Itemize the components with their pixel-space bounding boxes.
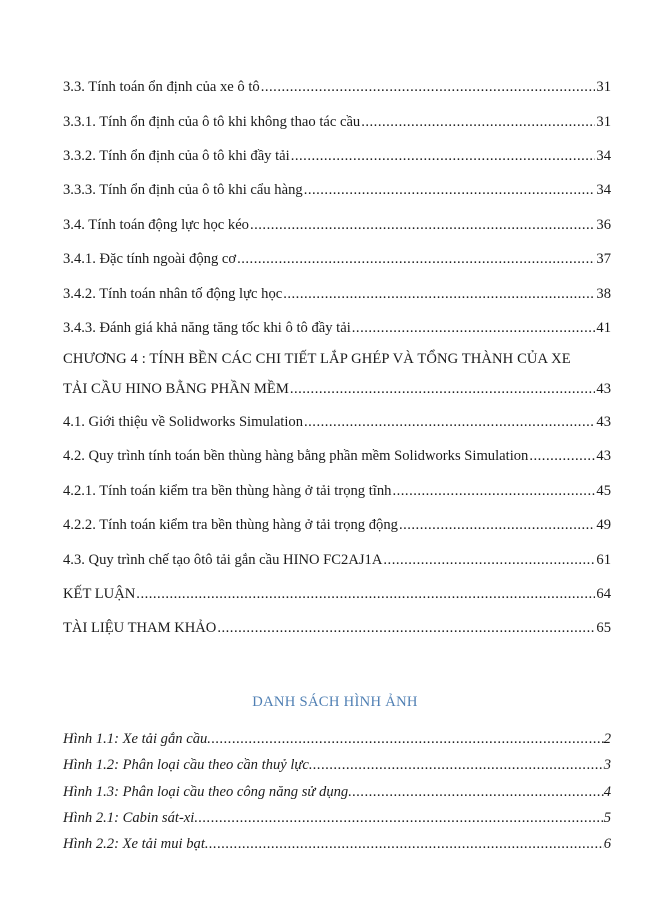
toc-entry[interactable] (63, 413, 611, 431)
figure-entry[interactable] (63, 756, 611, 774)
figure-entry[interactable] (63, 730, 611, 748)
dot-leader (290, 380, 596, 398)
dot-leader (392, 482, 595, 500)
dot-leader (399, 516, 595, 534)
toc-entry[interactable] (63, 482, 611, 500)
toc-entry[interactable] (63, 619, 611, 637)
toc-entry-page: 43 (596, 448, 611, 464)
toc-entry[interactable] (63, 319, 611, 337)
toc-entry-page: 65 (596, 620, 611, 636)
dot-leader (237, 250, 595, 268)
figure-entry-label: Hình 1.3: Phân loại cầu theo công năng sử dụng (63, 784, 349, 800)
dot-leader (217, 619, 595, 637)
figure-entry-label: Hình 2.1: Cabin sát-xi (63, 810, 195, 826)
toc-entry-label: 4.2.1. Tính toán kiểm tra bền thùng hàng ở tải trọng tĩnh (63, 483, 392, 499)
toc-entry-page: 34 (596, 148, 611, 164)
toc-entry[interactable] (63, 551, 611, 569)
toc-entry-label: 3.4.2. Tính toán nhân tố động lực học (63, 286, 283, 302)
figure-entry-page: 4 (603, 784, 611, 800)
toc-entry-label: 3.4.3. Đánh giá khả năng tăng tốc khi ô tô đầy tải (63, 320, 351, 336)
dot-leader (261, 78, 596, 96)
toc-entry-label: 4.3. Quy trình chế tạo ôtô tải gắn cầu HINO FC2AJ1A (63, 552, 383, 568)
dot-leader (283, 285, 595, 303)
dot-leader (348, 783, 603, 801)
figure-entry[interactable] (63, 835, 611, 853)
toc-entry-page: 64 (596, 586, 611, 602)
dot-leader (352, 319, 596, 337)
toc-entry-page: 31 (596, 114, 611, 130)
toc-entry-page: 45 (596, 483, 611, 499)
toc-entry-label: 3.3.1. Tính ổn định của ô tô khi không thao tác cầu (63, 114, 361, 130)
dot-leader (136, 585, 595, 603)
toc-entry-page: 34 (596, 182, 611, 198)
toc-entry-page: 41 (596, 320, 611, 336)
toc-entry-label: KẾT LUẬN (63, 586, 136, 602)
dot-leader (205, 835, 604, 853)
dot-leader (309, 756, 604, 774)
toc-entry[interactable] (63, 113, 611, 131)
figure-entry-page: 6 (603, 836, 611, 852)
dot-leader (361, 113, 595, 131)
toc-chapter-heading[interactable] (63, 380, 611, 398)
toc-entry[interactable] (63, 447, 611, 465)
dot-leader (383, 551, 595, 569)
figure-entry-page: 2 (603, 731, 611, 747)
dot-leader (304, 181, 596, 199)
dot-leader (291, 147, 596, 165)
toc-entry-page: 38 (596, 286, 611, 302)
toc-entry[interactable] (63, 147, 611, 165)
toc-entry[interactable] (63, 78, 611, 96)
toc-entry-label: 4.2.2. Tính toán kiểm tra bền thùng hàng ở tải trọng động (63, 517, 398, 533)
toc-entry-label: 3.3.2. Tính ổn định của ô tô khi đầy tải (63, 148, 290, 164)
figure-entry-page: 3 (603, 757, 611, 773)
toc-entry[interactable] (63, 181, 611, 199)
dot-leader (529, 447, 595, 465)
toc-entry-page: 31 (596, 79, 611, 95)
figure-entry[interactable] (63, 809, 611, 827)
toc-entry-label: 3.4.1. Đặc tính ngoài động cơ (63, 251, 237, 267)
toc-entry-label: 3.4. Tính toán động lực học kéo (63, 217, 249, 233)
dot-leader (207, 730, 603, 748)
toc-entry-page: 49 (596, 517, 611, 533)
toc-entry[interactable] (63, 585, 611, 603)
toc-entry-label: 4.2. Quy trình tính toán bền thùng hàng bằng phần mềm Solidworks Simulation (63, 448, 529, 464)
dot-leader (304, 413, 595, 431)
figure-entry-page: 5 (603, 810, 611, 826)
figure-entry-label: Hình 1.2: Phân loại cầu theo cần thuỷ lực (63, 757, 309, 773)
toc-entry-label: 4.1. Giới thiệu về Solidworks Simulation (63, 414, 303, 430)
toc-entry-label: 3.3.3. Tính ổn định của ô tô khi cẩu hàng (63, 182, 303, 198)
figure-entry[interactable] (63, 783, 611, 801)
figure-entry-label: Hình 2.2: Xe tải mui bạt (63, 836, 205, 852)
toc-entry[interactable] (63, 216, 611, 234)
toc-entry-label: 3.3. Tính toán ổn định của xe ô tô (63, 79, 260, 95)
toc-entry-page: 37 (596, 251, 611, 267)
toc-entry[interactable] (63, 250, 611, 268)
list-of-figures-title: DANH SÁCH HÌNH ẢNH (252, 694, 418, 710)
dot-leader (250, 216, 595, 234)
toc-entry-page: 43 (596, 414, 611, 430)
toc-entry-label: TÀI LIỆU THAM KHẢO (63, 620, 217, 636)
toc-chapter-page: 43 (596, 381, 611, 397)
toc-entry[interactable] (63, 516, 611, 534)
toc-entry-page: 61 (596, 552, 611, 568)
toc-entry[interactable] (63, 285, 611, 303)
figure-entry-label: Hình 1.1: Xe tải gắn cầu (63, 731, 208, 747)
toc-entry-page: 36 (596, 217, 611, 233)
toc-chapter-label: TẢI CẦU HINO BẰNG PHẦN MỀM (63, 381, 289, 397)
dot-leader (194, 809, 603, 827)
toc-chapter-heading-line1[interactable]: CHƯƠNG 4 : TÍNH BỀN CÁC CHI TIẾT LẮP GHÉP VÀ TỔNG THÀNH CỦA XE (63, 351, 571, 367)
